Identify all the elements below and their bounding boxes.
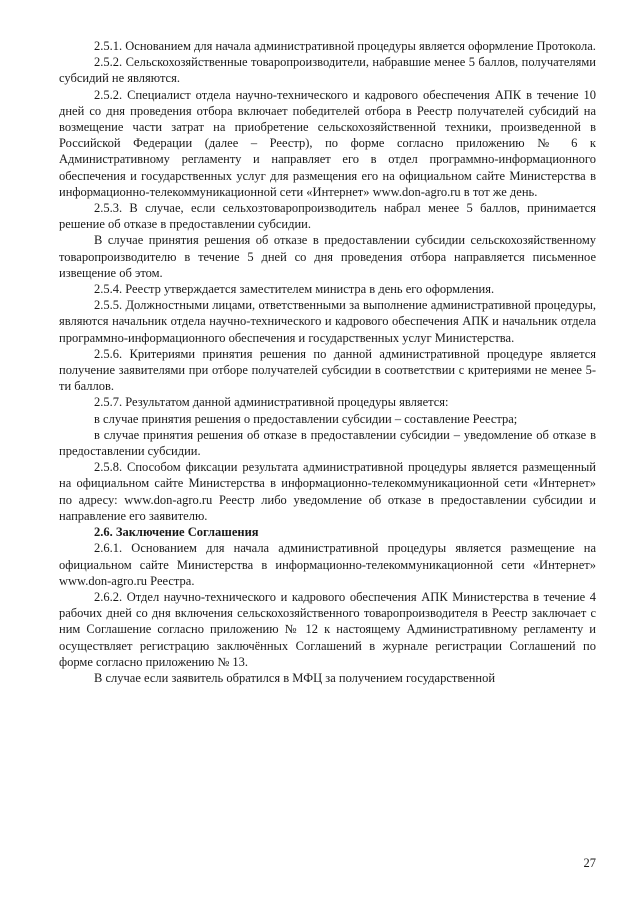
paragraph-2-5-6: 2.5.6. Критериями принятия решения по данной административной процедуре является получение заявителями при отборе получателей субсидии в соответствии с критериями не менее 5-ти баллов. [59,346,596,394]
paragraph-2-5-1: 2.5.1. Основанием для начала административной процедуры является оформление Протокола. [94,39,596,53]
paragraph-2-6-1: 2.6.1. Основанием для начала административной процедуры является размещение на официальном сайте Министерства в информационно-телекоммуникационной сети «Интернет» www.don-agro.ru Реестра. [59,541,596,588]
section-heading: 2.6. Заключение Соглашения [94,525,259,540]
paragraph-mfc: В случае если заявитель обратился в МФЦ за получением государственной [94,670,496,685]
paragraph-2-5-2-registry: 2.5.2. Специалист отдела научно-технического и кадрового обеспечения АПК в течение 10 дней со дня проведения отбора включает победителей отбора в Реестр получателей субсидий на возмещение части затрат на приобретение сельскохозяйственной техники, произведенной в Российской Федерации (далее – Реестр), по форме согласно приложению № 6 к Административному регламенту и направляет его в отдел программно-информационного обеспечения и государственных услуг для размещения его на официальном сайте Министерства в информационно-телекоммуникационной сети «Интернет» www.don-agro.ru в тот же день. [59,87,596,199]
paragraph-result-refusal: в случае принятия решения об отказе в предоставлении субсидии – уведомление об отказе в предоставлении субсидии. [59,427,596,459]
paragraph-2-5-2-threshold: 2.5.2. Сельскохозяйственные товаропроизводители, набравшие менее 5 баллов, получателями субсидий не являются. [59,55,596,86]
page-number: 27 [583,856,596,870]
paragraph-2-5-3: 2.5.3. В случае, если сельхозтоваропроизводитель набрал менее 5 баллов, принимается решение об отказе в предоставлении субсидии. [59,201,596,232]
paragraph-2-5-4: 2.5.4. Реестр утверждается заместителем министра в день его оформления. [94,282,495,297]
paragraph-2-6-2: 2.6.2. Отдел научно-технического и кадрового обеспечения АПК Министерства в течение 4 рабочих дней со дня включения сельскохозяйственного товаропроизводителя в Реестр заключает с ним Соглашение согласно приложению № 12 к настоящему Административному регламенту и осуществляет регистрацию заключённых Соглашений в журнале регистрации Соглашений по форме согласно приложению № 13. [59,589,596,669]
paragraph-2-5-8: 2.5.8. Способом фиксации результата административной процедуры является размещенный на официальном сайте Министерства в информационно-телекоммуникационной сети «Интернет» по адресу: www.don-agro.ru Реестр либо уведомление об отказе в предоставлении субсидии и направление его заявителю. [59,460,596,523]
paragraph-result-grant: в случае принятия решения о предоставлении субсидии – составление Реестра; [94,411,518,426]
paragraph-2-5-7: 2.5.7. Результатом данной административной процедуры является: [94,395,449,410]
paragraph-refusal-notice: В случае принятия решения об отказе в предоставлении субсидии сельскохозяйственному товаропроизводителю в течение 5 дней со дня проведения отбора направляется письменное извещение об этом. [59,233,596,280]
paragraph-2-5-5: 2.5.5. Должностными лицами, ответственными за выполнение административной процедуры, являются начальник отдела научно-технического и кадрового обеспечения АПК и начальник отдела программно-информационного обеспечения и государственных услуг Министерства. [59,298,596,345]
